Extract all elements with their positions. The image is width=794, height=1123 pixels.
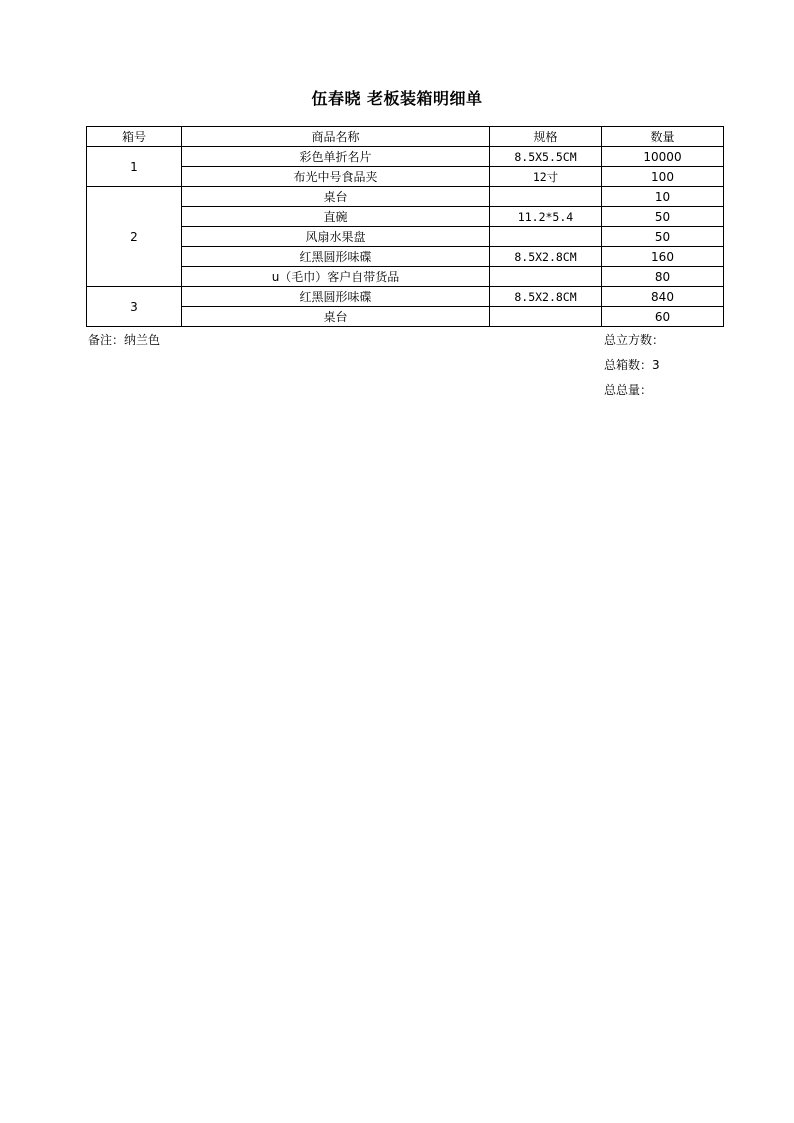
remark-note: 备注：纳兰色 [88, 333, 161, 347]
packing-table [86, 126, 724, 327]
product-spec: 8.5X2.8CM [490, 287, 602, 307]
table-row [87, 147, 724, 167]
product-spec: 8.5X5.5CM [490, 147, 602, 167]
table-row [87, 207, 724, 227]
table-row [87, 227, 724, 247]
product-qty: 160 [602, 247, 724, 267]
table-row [87, 267, 724, 287]
product-spec [490, 187, 602, 207]
box-number: 2 [87, 187, 182, 287]
product-qty: 10000 [602, 147, 724, 167]
product-qty: 50 [602, 227, 724, 247]
box-number: 3 [87, 287, 182, 327]
table-row [87, 247, 724, 267]
header-box-no: 箱号 [87, 127, 182, 147]
document-title: 伍春晓 老板装箱明细单 [311, 89, 483, 108]
total-volume-label: 总立方数： [604, 333, 665, 347]
product-name: 彩色单折名片 [182, 147, 490, 167]
product-name: 桌台 [182, 187, 490, 207]
table-row [87, 287, 724, 307]
header-product-name: 商品名称 [182, 127, 490, 147]
product-name: 直碗 [182, 207, 490, 227]
table-row [87, 307, 724, 327]
total-boxes-label: 总箱数：3 [604, 358, 660, 372]
product-spec: 8.5X2.8CM [490, 247, 602, 267]
product-name: 布光中号食品夹 [182, 167, 490, 187]
product-spec: 12寸 [490, 167, 602, 187]
product-spec [490, 267, 602, 287]
product-name: u（毛巾）客户自带货品 [182, 267, 490, 287]
table-header-row [87, 127, 724, 147]
product-name: 桌台 [182, 307, 490, 327]
product-name: 红黑圆形味碟 [182, 287, 490, 307]
product-qty: 50 [602, 207, 724, 227]
product-spec: 11.2*5.4 [490, 207, 602, 227]
product-spec [490, 307, 602, 327]
product-name: 红黑圆形味碟 [182, 247, 490, 267]
product-qty: 10 [602, 187, 724, 207]
total-weight-label: 总总量： [604, 383, 653, 397]
summary-block [604, 328, 664, 403]
product-qty: 100 [602, 167, 724, 187]
product-qty: 80 [602, 267, 724, 287]
product-qty: 840 [602, 287, 724, 307]
box-number: 1 [87, 147, 182, 187]
product-spec [490, 227, 602, 247]
product-name: 风扇水果盘 [182, 227, 490, 247]
table-row [87, 187, 724, 207]
table-row [87, 167, 724, 187]
header-quantity: 数量 [602, 127, 724, 147]
product-qty: 60 [602, 307, 724, 327]
header-spec: 规格 [490, 127, 602, 147]
